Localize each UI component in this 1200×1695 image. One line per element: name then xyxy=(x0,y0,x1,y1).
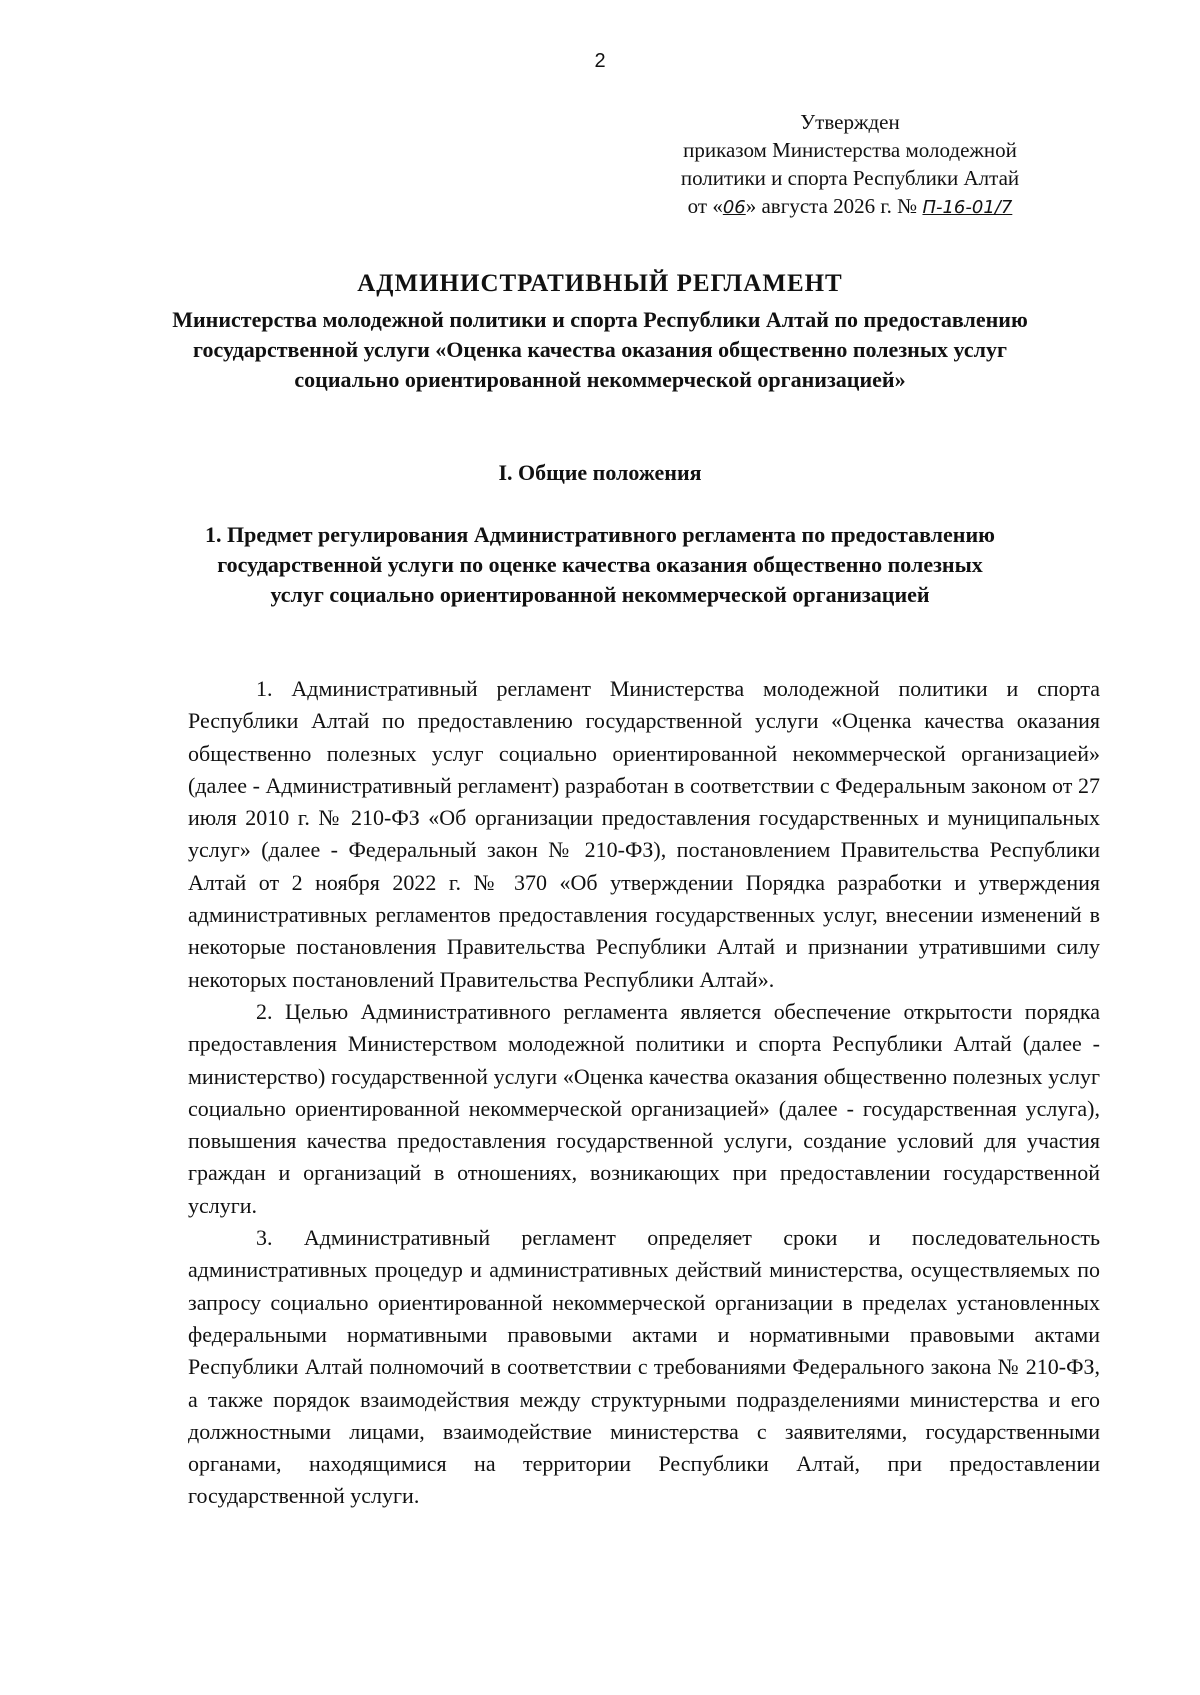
approval-line: Утвержден xyxy=(800,110,900,134)
approval-line: политики и спорта Республики Алтай xyxy=(680,166,1020,190)
approval-order-number: П-16-01/7 xyxy=(922,197,1013,218)
approval-stamp xyxy=(640,108,1060,222)
approval-date-middle: » августа 2026 г. № xyxy=(745,194,923,218)
document-title: АДМИНИСТРАТИВНЫЙ РЕГЛАМЕНТ xyxy=(357,270,843,297)
approval-date-day: 06 xyxy=(722,197,746,218)
body-text xyxy=(188,673,1100,1513)
paragraph: 3. Административный регламент определяет сроки и последовательность административных процедур и административных действий министерства, осуществляемых по запросу социально ориентированной некоммерческой организации в пределах установленных федеральными нормативными правовыми актами и нормативными правовыми актами Республики Алтай полномочий в соответствии с требованиями Федерального закона № 210-ФЗ, а также порядок взаимодействия между структурными подразделениями министерства и его должностными лицами, взаимодействие министерства с заявителями, государственными органами, находящимися на территории Республики Алтай, при предоставлении государственной услуги. xyxy=(188,1225,1100,1509)
subsection-heading: 1. Предмет регулирования Административного регламента по предоставлению государственной услуги по оценке качества оказания общественно полезных услуг социально ориентированной некоммерческой организацией xyxy=(205,522,995,607)
approval-date-line xyxy=(640,192,1060,222)
document-subtitle: Министерства молодежной политики и спорта Республики Алтай по предоставлению государственной услуги «Оценка качества оказания общественно полезных услуг социально ориентированной некоммерческой организацией» xyxy=(172,307,1028,392)
page-number: 2 xyxy=(594,50,606,72)
paragraph: 2. Целью Административного регламента является обеспечение открытости порядка предоставления Министерством молодежной политики и спорта Республики Алтай (далее - министерство) государственной услуги «Оценка качества оказания общественно полезных услуг социально ориентированной некоммерческой организацией» (далее - государственная услуга), повышения качества предоставления государственной услуги, создание условий для участия граждан и организаций в отношениях, возникающих при предоставлении государственной услуги. xyxy=(188,998,1100,1218)
section-heading: I. Общие положения xyxy=(498,460,702,485)
paragraph: 1. Административный регламент Министерства молодежной политики и спорта Республики Алтай по предоставлению государственной услуги «Оценка качества оказания общественно полезных услуг социально ориентированной некоммерческой организацией» (далее - Административный регламент) разработан в соответствии с Федеральным законом от 27 июля 2010 г. № 210-ФЗ «Об организации предоставления государственных и муниципальных услуг» (далее - Федеральный закон № 210-ФЗ), постановлением Правительства Республики Алтай от 2 ноября 2022 г. № 370 «Об утверждении Порядка разработки и утверждения административных регламентов предоставления государственных услуг, внесении изменений в некоторые постановления Правительства Республики Алтай и признании утратившими силу некоторых постановлений Правительства Республики Алтай». xyxy=(188,676,1100,992)
approval-line: приказом Министерства молодежной xyxy=(683,138,1017,162)
approval-date-prefix: от « xyxy=(687,194,723,218)
